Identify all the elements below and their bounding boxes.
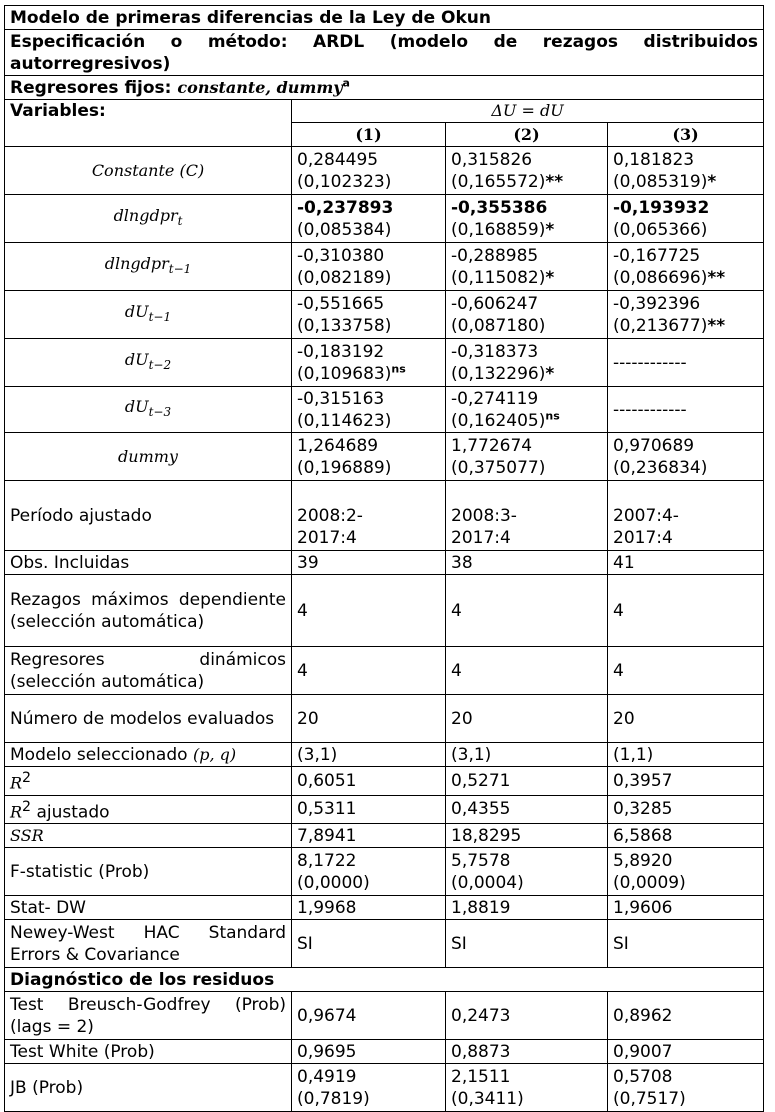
std-error-value: (0,085384) <box>297 219 392 240</box>
stat-value <box>608 481 764 551</box>
coef-row <box>5 147 764 195</box>
coef-value: -0,310380 <box>297 245 385 266</box>
stat-value <box>608 551 764 575</box>
fixed-regressors-label: Regresores fijos: <box>10 77 172 98</box>
std-error-value: (0,085319) <box>613 171 708 192</box>
stat-label-sup: 2 <box>22 798 32 815</box>
stat-row-dw <box>5 896 764 920</box>
stat-label-text: Regresores dinámicos (selección automática) <box>10 649 286 692</box>
stat-value-text: SI <box>297 933 313 954</box>
stat-value <box>608 743 764 767</box>
coef-name-text: Constante (C) <box>91 160 205 180</box>
coef-value: -0,183192 <box>297 341 385 362</box>
std-error-value: (0,109683) <box>297 363 392 384</box>
stat-label <box>5 551 292 575</box>
coef-value: -0,237893 <box>297 197 394 218</box>
stat-value <box>292 795 446 824</box>
stat-label-text: Número de modelos evaluados <box>10 708 275 729</box>
coef-cell <box>608 243 764 291</box>
stat-value-text: 20 <box>297 708 319 729</box>
stat-row-jb <box>5 1064 764 1112</box>
title-row <box>5 6 764 30</box>
coef-name <box>5 243 292 291</box>
stat-row-bg <box>5 992 764 1040</box>
stat-value <box>608 992 764 1040</box>
stat-row-periodo <box>5 481 764 551</box>
coef-subscript: t−3 <box>148 405 172 420</box>
coef-value: 0,181823 <box>613 149 695 170</box>
stat-value-text: 0,5311 <box>297 799 357 820</box>
stat-value-line: 2008:3- <box>451 505 517 526</box>
stat-label <box>5 896 292 920</box>
stat-value-text: 1,9606 <box>613 897 673 918</box>
stat-value-text: 0,9695 <box>297 1041 357 1062</box>
coef-subscript: t−1 <box>148 310 172 325</box>
significance-mark: ns <box>545 408 560 422</box>
stat-value <box>608 920 764 968</box>
stat-value <box>608 1040 764 1064</box>
stat-value-line: 2,1511 <box>451 1066 511 1087</box>
stat-label-text: F-statistic (Prob) <box>10 861 150 882</box>
stat-value-text: 4 <box>451 600 462 621</box>
stat-value-text: SI <box>613 933 629 954</box>
coef-subscript: t−2 <box>148 358 172 373</box>
std-error <box>613 267 758 289</box>
stat-value <box>446 575 608 647</box>
stat-value <box>292 920 446 968</box>
coef-cell <box>446 147 608 195</box>
std-error <box>613 219 758 241</box>
stat-label-suffix: ajustado <box>31 802 110 823</box>
stat-label <box>5 992 292 1040</box>
coef-value: 0,284495 <box>297 149 379 170</box>
stat-label-text: Test Breusch-Godfrey (Prob) (lags = 2) <box>10 994 286 1037</box>
stat-value-text: 1,9968 <box>297 897 357 918</box>
stat-label-math: R <box>10 802 23 822</box>
std-error <box>297 171 440 193</box>
diagnostics-title-row <box>5 968 764 992</box>
stat-value-line: (0,0000) <box>297 872 370 893</box>
coef-name-text: dlngdpr <box>104 253 169 273</box>
stat-value <box>608 1064 764 1112</box>
stat-value <box>292 481 446 551</box>
coef-value: -0,288985 <box>451 245 539 266</box>
std-error <box>297 219 440 241</box>
significance-mark: * <box>545 219 555 240</box>
stat-value <box>608 795 764 824</box>
stat-value <box>608 848 764 896</box>
std-error-value: (0,165572) <box>451 171 546 192</box>
stat-label <box>5 695 292 743</box>
stat-value-text: 0,3957 <box>613 770 673 791</box>
coef-name <box>5 339 292 387</box>
stat-row-ssr <box>5 824 764 848</box>
coef-cell <box>608 339 764 387</box>
stat-value-line: (0,0009) <box>613 872 686 893</box>
stat-row-fstat <box>5 848 764 896</box>
stat-value <box>446 481 608 551</box>
coef-row <box>5 387 764 433</box>
std-error <box>451 410 602 432</box>
stat-value <box>292 848 446 896</box>
stat-label-text: JB (Prob) <box>10 1077 84 1098</box>
std-error <box>613 315 758 337</box>
stat-value-text: 0,4355 <box>451 799 511 820</box>
stat-row-white <box>5 1040 764 1064</box>
std-error <box>613 171 758 193</box>
column-header-2: (2) <box>446 123 608 147</box>
coef-cell <box>292 339 446 387</box>
std-error <box>613 457 758 479</box>
coef-value: 0,970689 <box>613 435 695 456</box>
fixed-regressors-row <box>5 76 764 100</box>
coef-value: -0,315163 <box>297 388 385 409</box>
std-error-value: (0,086696) <box>613 267 708 288</box>
coef-value: -0,167725 <box>613 245 701 266</box>
coef-value: 0,315826 <box>451 149 533 170</box>
stat-value-line: (0,7517) <box>613 1088 686 1109</box>
stat-value-text: 4 <box>297 600 308 621</box>
std-error <box>297 363 440 385</box>
coef-cell <box>292 243 446 291</box>
stat-value-text: 18,8295 <box>451 825 522 846</box>
coef-value: -0,392396 <box>613 293 701 314</box>
std-error <box>297 315 440 337</box>
table-title: Modelo de primeras diferencias de la Ley de Okun <box>5 6 764 30</box>
stat-value-text: 0,2473 <box>451 1005 511 1026</box>
coef-value: -0,355386 <box>451 197 548 218</box>
coef-cell <box>446 291 608 339</box>
coefficients-body <box>5 147 764 481</box>
significance-mark: ** <box>707 267 726 288</box>
stat-value-text: 39 <box>297 552 319 573</box>
stat-value-text: 0,3285 <box>613 799 673 820</box>
coef-cell <box>446 433 608 481</box>
stat-value-line: 5,7578 <box>451 850 511 871</box>
stat-value <box>608 647 764 695</box>
std-error-value: (0,133758) <box>297 315 392 336</box>
significance-mark: * <box>545 267 555 288</box>
std-error-value: (0,196889) <box>297 457 392 478</box>
stat-row-obs <box>5 551 764 575</box>
stat-value-text: 1,8819 <box>451 897 511 918</box>
stat-label-math: (p, q) <box>192 744 237 764</box>
stat-value <box>446 695 608 743</box>
coef-row <box>5 195 764 243</box>
coef-cell <box>446 195 608 243</box>
stat-value-line: 5,8920 <box>613 850 673 871</box>
coef-row <box>5 291 764 339</box>
coef-cell <box>608 387 764 433</box>
coef-value: -0,274119 <box>451 388 539 409</box>
stat-value-line: 2017:4 <box>451 527 511 548</box>
stat-label <box>5 795 292 824</box>
stat-value-line: 2007:4- <box>613 505 679 526</box>
stat-label <box>5 481 292 551</box>
coef-value: -0,193932 <box>613 197 710 218</box>
std-error-value: (0,087180) <box>451 315 546 336</box>
stat-value-text: 0,6051 <box>297 770 357 791</box>
stat-value-line: 2017:4 <box>613 527 673 548</box>
stat-value <box>446 896 608 920</box>
stat-value <box>446 992 608 1040</box>
stat-value <box>292 767 446 796</box>
stat-value-text: 38 <box>451 552 473 573</box>
std-error-value: (0,082189) <box>297 267 392 288</box>
spec-row <box>5 30 764 76</box>
stat-label-text: Rezagos máximos dependiente (selección automática) <box>10 589 286 632</box>
coef-name <box>5 387 292 433</box>
coef-value: -0,606247 <box>451 293 539 314</box>
stat-value-line: 0,5708 <box>613 1066 673 1087</box>
stat-value <box>292 743 446 767</box>
stat-value <box>292 1040 446 1064</box>
stat-label <box>5 824 292 848</box>
std-error <box>451 171 602 193</box>
stat-value-line: (0,7819) <box>297 1088 370 1109</box>
stat-value-text: 0,9007 <box>613 1041 673 1062</box>
std-error-value: (0,236834) <box>613 457 708 478</box>
significance-mark: * <box>707 171 717 192</box>
stat-label <box>5 647 292 695</box>
std-error <box>451 457 602 479</box>
stat-label <box>5 1064 292 1112</box>
specification: Especificación o método: ARDL (modelo de rezagos distribuidos autorregresivos) <box>5 30 764 76</box>
coef-subscript: t−1 <box>168 262 192 277</box>
std-error <box>297 267 440 289</box>
stat-value <box>446 824 608 848</box>
stat-row-newey <box>5 920 764 968</box>
stat-value-line: (0,0004) <box>451 872 524 893</box>
diagnostics-title: Diagnóstico de los residuos <box>5 968 764 992</box>
significance-mark: * <box>545 363 555 384</box>
stat-value <box>446 1064 608 1112</box>
std-error-value: (0,102323) <box>297 171 392 192</box>
footnote-marker: a <box>342 75 350 89</box>
std-error-value: (0,168859) <box>451 219 546 240</box>
std-error <box>297 457 440 479</box>
stat-value <box>446 647 608 695</box>
stat-row-rezagos <box>5 575 764 647</box>
empty-dash: ------------ <box>613 352 687 373</box>
coef-subscript: t <box>177 214 183 229</box>
stat-value <box>292 1064 446 1112</box>
std-error-value: (0,375077) <box>451 457 546 478</box>
stat-value-text: (3,1) <box>297 744 338 765</box>
coef-cell <box>292 291 446 339</box>
coef-name-text: dummy <box>118 446 178 466</box>
stat-value <box>608 824 764 848</box>
stat-label-math: SSR <box>10 825 44 845</box>
significance-mark: ns <box>391 361 406 375</box>
stat-value <box>292 647 446 695</box>
coef-name <box>5 195 292 243</box>
stat-label <box>5 575 292 647</box>
coef-value: -0,318373 <box>451 341 539 362</box>
statistics-body <box>5 481 764 1112</box>
stat-value <box>608 575 764 647</box>
stat-value-text: 0,8962 <box>613 1005 673 1026</box>
coef-name <box>5 433 292 481</box>
stat-value <box>446 551 608 575</box>
stat-label <box>5 920 292 968</box>
stat-value-text: 41 <box>613 552 635 573</box>
stat-value <box>292 575 446 647</box>
std-error <box>451 219 602 241</box>
stat-value-line: (0,3411) <box>451 1088 524 1109</box>
stat-label-math: R <box>10 773 23 793</box>
stat-label-text: Obs. Incluidas <box>10 552 130 573</box>
coef-cell <box>608 147 764 195</box>
stat-row-seleccionado <box>5 743 764 767</box>
stat-label <box>5 1040 292 1064</box>
stat-value <box>446 1040 608 1064</box>
stat-row-dinamicos <box>5 647 764 695</box>
significance-mark: ** <box>545 171 564 192</box>
coef-name-text: dU <box>124 349 149 369</box>
stat-value-text: 20 <box>613 708 635 729</box>
stat-label-text: Stat- DW <box>10 897 86 918</box>
okun-results-table <box>4 5 764 1112</box>
stat-value-text: 0,9674 <box>297 1005 357 1026</box>
stat-value <box>446 848 608 896</box>
coef-row <box>5 339 764 387</box>
coef-row <box>5 433 764 481</box>
std-error-value: (0,115082) <box>451 267 546 288</box>
std-error-value: (0,162405) <box>451 410 546 431</box>
stat-value-text: 20 <box>451 708 473 729</box>
stat-row-r2adj <box>5 795 764 824</box>
stat-value <box>292 992 446 1040</box>
stat-value-text: 4 <box>451 660 462 681</box>
stat-value-line: 2017:4 <box>297 527 357 548</box>
column-header-3: (3) <box>608 123 764 147</box>
coef-cell <box>608 433 764 481</box>
stat-value <box>446 795 608 824</box>
stat-value-line: 0,4919 <box>297 1066 357 1087</box>
stat-value-text: 4 <box>297 660 308 681</box>
coef-name-text: dU <box>124 301 149 321</box>
stat-value <box>608 695 764 743</box>
std-error <box>451 315 602 337</box>
coef-row <box>5 243 764 291</box>
coef-cell <box>292 147 446 195</box>
empty-dash: ------------ <box>613 399 687 420</box>
stat-row-r2 <box>5 767 764 796</box>
coef-value: 1,772674 <box>451 435 533 456</box>
std-error-value: (0,213677) <box>613 315 708 336</box>
coef-name <box>5 147 292 195</box>
stat-row-num_modelos <box>5 695 764 743</box>
coef-cell <box>446 339 608 387</box>
std-error <box>451 267 602 289</box>
coef-cell <box>446 243 608 291</box>
stat-value-text: 7,8941 <box>297 825 357 846</box>
stat-value <box>292 695 446 743</box>
stat-label-sup: 2 <box>22 770 32 786</box>
stat-value-text: SI <box>451 933 467 954</box>
stat-value-text: 6,5868 <box>613 825 673 846</box>
stat-label <box>5 743 292 767</box>
coef-cell <box>292 387 446 433</box>
stat-value-line: 2008:2- <box>297 505 363 526</box>
dependent-variable: ΔU = dU <box>292 100 764 123</box>
stat-value <box>292 551 446 575</box>
stat-value-text: 0,8873 <box>451 1041 511 1062</box>
stat-value <box>292 896 446 920</box>
coef-cell <box>446 387 608 433</box>
std-error-value: (0,065366) <box>613 219 708 240</box>
coef-cell <box>608 195 764 243</box>
column-header-1: (1) <box>292 123 446 147</box>
coef-cell <box>292 433 446 481</box>
coef-cell <box>608 291 764 339</box>
coef-value: -0,551665 <box>297 293 385 314</box>
stat-value-text: 0,5271 <box>451 770 511 791</box>
coef-name-text: dlngdpr <box>113 205 178 225</box>
stat-value <box>446 920 608 968</box>
coef-name <box>5 291 292 339</box>
coef-cell <box>292 195 446 243</box>
stat-value <box>292 824 446 848</box>
std-error <box>297 410 440 432</box>
stat-value-text: 4 <box>613 660 624 681</box>
significance-mark: ** <box>707 315 726 336</box>
stat-label-text: Período ajustado <box>10 505 152 526</box>
std-error-value: (0,114623) <box>297 410 392 431</box>
stat-label <box>5 848 292 896</box>
coef-name-text: dU <box>124 396 149 416</box>
variables-label: Variables: <box>5 100 292 147</box>
stat-value <box>446 767 608 796</box>
variables-row <box>5 100 764 123</box>
std-error-value: (0,132296) <box>451 363 546 384</box>
stat-label-text: Modelo seleccionado <box>10 744 188 765</box>
stat-value <box>608 896 764 920</box>
stat-value-text: (3,1) <box>451 744 492 765</box>
fixed-regressors-vars: constante, dummy <box>177 77 343 97</box>
stat-label-text: Newey-West HAC Standard Errors & Covariance <box>10 922 286 965</box>
stat-value-text: (1,1) <box>613 744 654 765</box>
stat-value <box>446 743 608 767</box>
stat-label-text: Test White (Prob) <box>10 1041 155 1062</box>
coef-value: 1,264689 <box>297 435 379 456</box>
stat-value-line: 8,1722 <box>297 850 357 871</box>
stat-value <box>608 767 764 796</box>
stat-value-text: 4 <box>613 600 624 621</box>
std-error <box>451 363 602 385</box>
stat-label <box>5 767 292 796</box>
